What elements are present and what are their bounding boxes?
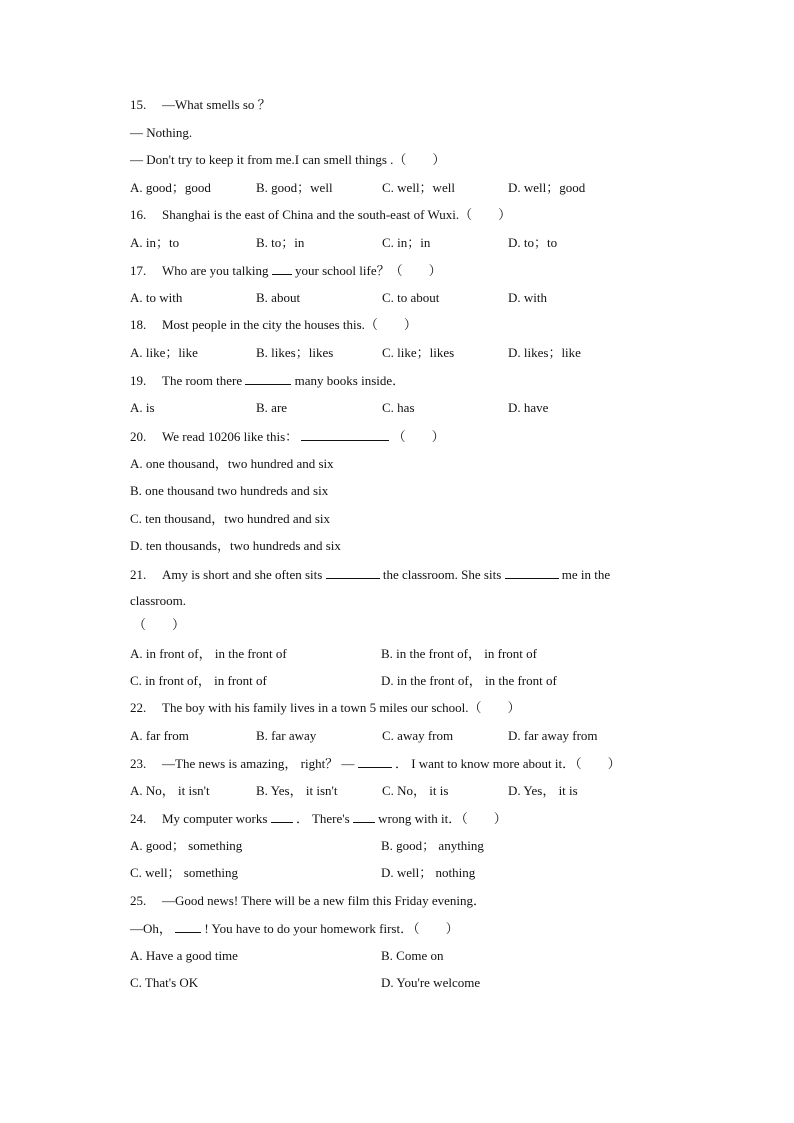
option-c[interactable]: C. ten thousand，two hundred and six (130, 511, 331, 526)
question-stem: me in the (561, 567, 611, 582)
question-number: 24. (130, 811, 147, 826)
option-b[interactable]: B. to；in (256, 235, 305, 250)
question-stem: The boy with his family lives in a town 5 miles our school.（ ） (162, 700, 521, 715)
option-c[interactable]: C. like；likes (382, 345, 455, 360)
question-stem: —What smells so ？ (162, 97, 271, 112)
option-d[interactable]: D. well；good (508, 180, 586, 195)
question-number: 15. (130, 97, 147, 112)
option-a[interactable]: A. in；to (130, 235, 180, 250)
answer-blank[interactable] (505, 566, 559, 579)
question-number: 17. (130, 263, 147, 278)
question-stem: —The news is amazing， right？ — (162, 756, 355, 771)
option-d[interactable]: D. to；to (508, 235, 558, 250)
question-stem: wrong with it．（ ） (378, 811, 507, 826)
option-b[interactable]: B. good； anything (381, 838, 484, 853)
option-a[interactable]: A. good；good (130, 180, 211, 195)
option-c[interactable]: C. in；in (382, 235, 431, 250)
option-a[interactable]: A. far from (130, 728, 189, 743)
answer-blank[interactable] (301, 428, 389, 441)
question-number: 23. (130, 756, 147, 771)
dialogue-line (130, 920, 459, 937)
question-number: 20. (130, 429, 147, 444)
option-c[interactable]: C. No， it is (382, 783, 449, 798)
question-15 (130, 97, 271, 113)
question-stem: the classroom. She sits (382, 567, 502, 582)
question-stem: We read 10206 like this： (162, 429, 299, 444)
question-number: 21. (130, 567, 147, 582)
question-stem: ． There's (295, 811, 350, 826)
question-23 (130, 755, 621, 772)
question-number: 16. (130, 207, 147, 222)
dialogue-line: — Nothing. (130, 125, 193, 140)
option-c[interactable]: C. has (382, 400, 415, 415)
option-d[interactable]: D. likes；like (508, 345, 581, 360)
question-16 (130, 207, 511, 223)
answer-blank[interactable] (271, 810, 293, 823)
question-number: 25. (130, 893, 147, 908)
question-19 (130, 372, 405, 389)
question-number: 22. (130, 700, 147, 715)
option-a[interactable]: A. like；like (130, 345, 198, 360)
question-stem: ． I want to know more about it．（ ） (394, 756, 621, 771)
answer-blank[interactable] (326, 566, 380, 579)
option-a[interactable]: A. No， it isn't (130, 783, 210, 798)
option-b[interactable]: B. one thousand two hundreds and six (130, 483, 329, 498)
option-b[interactable]: B. are (256, 400, 288, 415)
option-c[interactable]: C. to about (382, 290, 440, 305)
option-a[interactable]: A. one thousand，two hundred and six (130, 456, 334, 471)
question-stem: Shanghai is the east of China and the south-east of Wuxi.（ ） (162, 207, 512, 222)
question-stem-continued: classroom. (130, 593, 186, 608)
answer-blank[interactable] (358, 755, 392, 768)
dialogue-line: — Don't try to keep it from me.I can smell things .（ ） (130, 152, 446, 167)
answer-parentheses[interactable]: （ ） (133, 617, 186, 632)
dialogue-text: —Oh， (130, 921, 172, 936)
question-25 (130, 893, 486, 909)
question-stem: My computer works (162, 811, 268, 826)
option-a[interactable]: A. in front of， in the front of (130, 646, 287, 661)
question-stem: Amy is short and she often sits (162, 567, 323, 582)
option-a[interactable]: A. Have a good time (130, 948, 238, 963)
question-stem: Who are you talking (162, 263, 269, 278)
option-a[interactable]: A. good； something (130, 838, 243, 853)
option-c[interactable]: C. in front of， in front of (130, 673, 267, 688)
option-d[interactable]: D. Yes， it is (508, 783, 578, 798)
option-d[interactable]: D. ten thousands，two hundreds and six (130, 538, 341, 553)
question-stem: many books inside． (294, 373, 406, 388)
question-24 (130, 810, 507, 827)
option-b[interactable]: B. far away (256, 728, 317, 743)
option-c[interactable]: C. well； something (130, 865, 238, 880)
question-stem: Most people in the city the houses this.（ ） (162, 317, 417, 332)
question-18 (130, 317, 417, 333)
option-d[interactable]: D. far away from (508, 728, 598, 743)
option-b[interactable]: B. likes；likes (256, 345, 334, 360)
option-c[interactable]: C. well；well (382, 180, 455, 195)
question-22 (130, 700, 521, 716)
question-stem: —Good news! There will be a new film this Friday evening． (162, 893, 486, 908)
option-d[interactable]: D. with (508, 290, 547, 305)
question-stem: The room there (162, 373, 243, 388)
answer-blank[interactable] (175, 920, 201, 933)
option-b[interactable]: B. Yes， it isn't (256, 783, 338, 798)
option-a[interactable]: A. to with (130, 290, 183, 305)
option-a[interactable]: A. is (130, 400, 155, 415)
question-20 (130, 428, 445, 445)
answer-blank[interactable] (272, 262, 292, 275)
question-17 (130, 262, 442, 279)
option-b[interactable]: B. about (256, 290, 301, 305)
question-number: 19. (130, 373, 147, 388)
option-d[interactable]: D. have (508, 400, 549, 415)
option-d[interactable]: D. in the front of， in the front of (381, 673, 557, 688)
dialogue-text: ! You have to do your homework first．（ ） (204, 921, 459, 936)
option-c[interactable]: C. That's OK (130, 975, 199, 990)
option-b[interactable]: B. good；well (256, 180, 333, 195)
option-d[interactable]: D. You're welcome (381, 975, 481, 990)
question-21 (130, 566, 610, 583)
question-stem: your school life？（ ） (295, 263, 442, 278)
question-stem: （ ） (392, 429, 445, 444)
answer-blank[interactable] (353, 810, 375, 823)
answer-blank[interactable] (245, 372, 291, 385)
option-d[interactable]: D. well； nothing (381, 865, 476, 880)
option-b[interactable]: B. in the front of， in front of (381, 646, 537, 661)
option-b[interactable]: B. Come on (381, 948, 444, 963)
option-c[interactable]: C. away from (382, 728, 454, 743)
question-number: 18. (130, 317, 147, 332)
